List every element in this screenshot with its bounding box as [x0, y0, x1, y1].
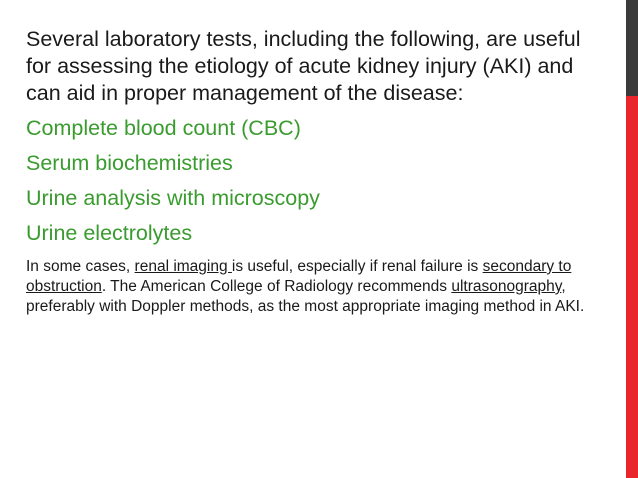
test-list-item: Complete blood count (CBC)	[26, 116, 301, 140]
intro-paragraph: Several laboratory tests, including the following, are useful for assessing the etiology of acute kidney injury (AKI) and can aid in proper management of the disease:	[26, 27, 581, 105]
test-list-item: Urine electrolytes	[26, 221, 193, 245]
accent-bar	[626, 0, 638, 478]
note-text: is useful, especially if renal failure is	[231, 258, 483, 275]
note-text: In some cases,	[26, 258, 135, 275]
slide-content	[26, 26, 606, 317]
test-list	[26, 115, 606, 247]
renal-imaging-link[interactable]: renal imaging	[134, 258, 232, 275]
test-list-item: Serum biochemistries	[26, 151, 233, 175]
note-text: , preferably with Doppler methods, as the most appropriate imaging method in AKI.	[26, 278, 585, 315]
test-list-item: Urine analysis with microscopy	[26, 186, 320, 210]
imaging-note	[26, 257, 606, 317]
secondary-to-obstruction-link[interactable]: secondary to obstruction	[26, 258, 572, 295]
ultrasonography-link[interactable]: ultrasonography	[451, 278, 562, 295]
note-text: . The American College of Radiology recommends	[101, 278, 452, 295]
